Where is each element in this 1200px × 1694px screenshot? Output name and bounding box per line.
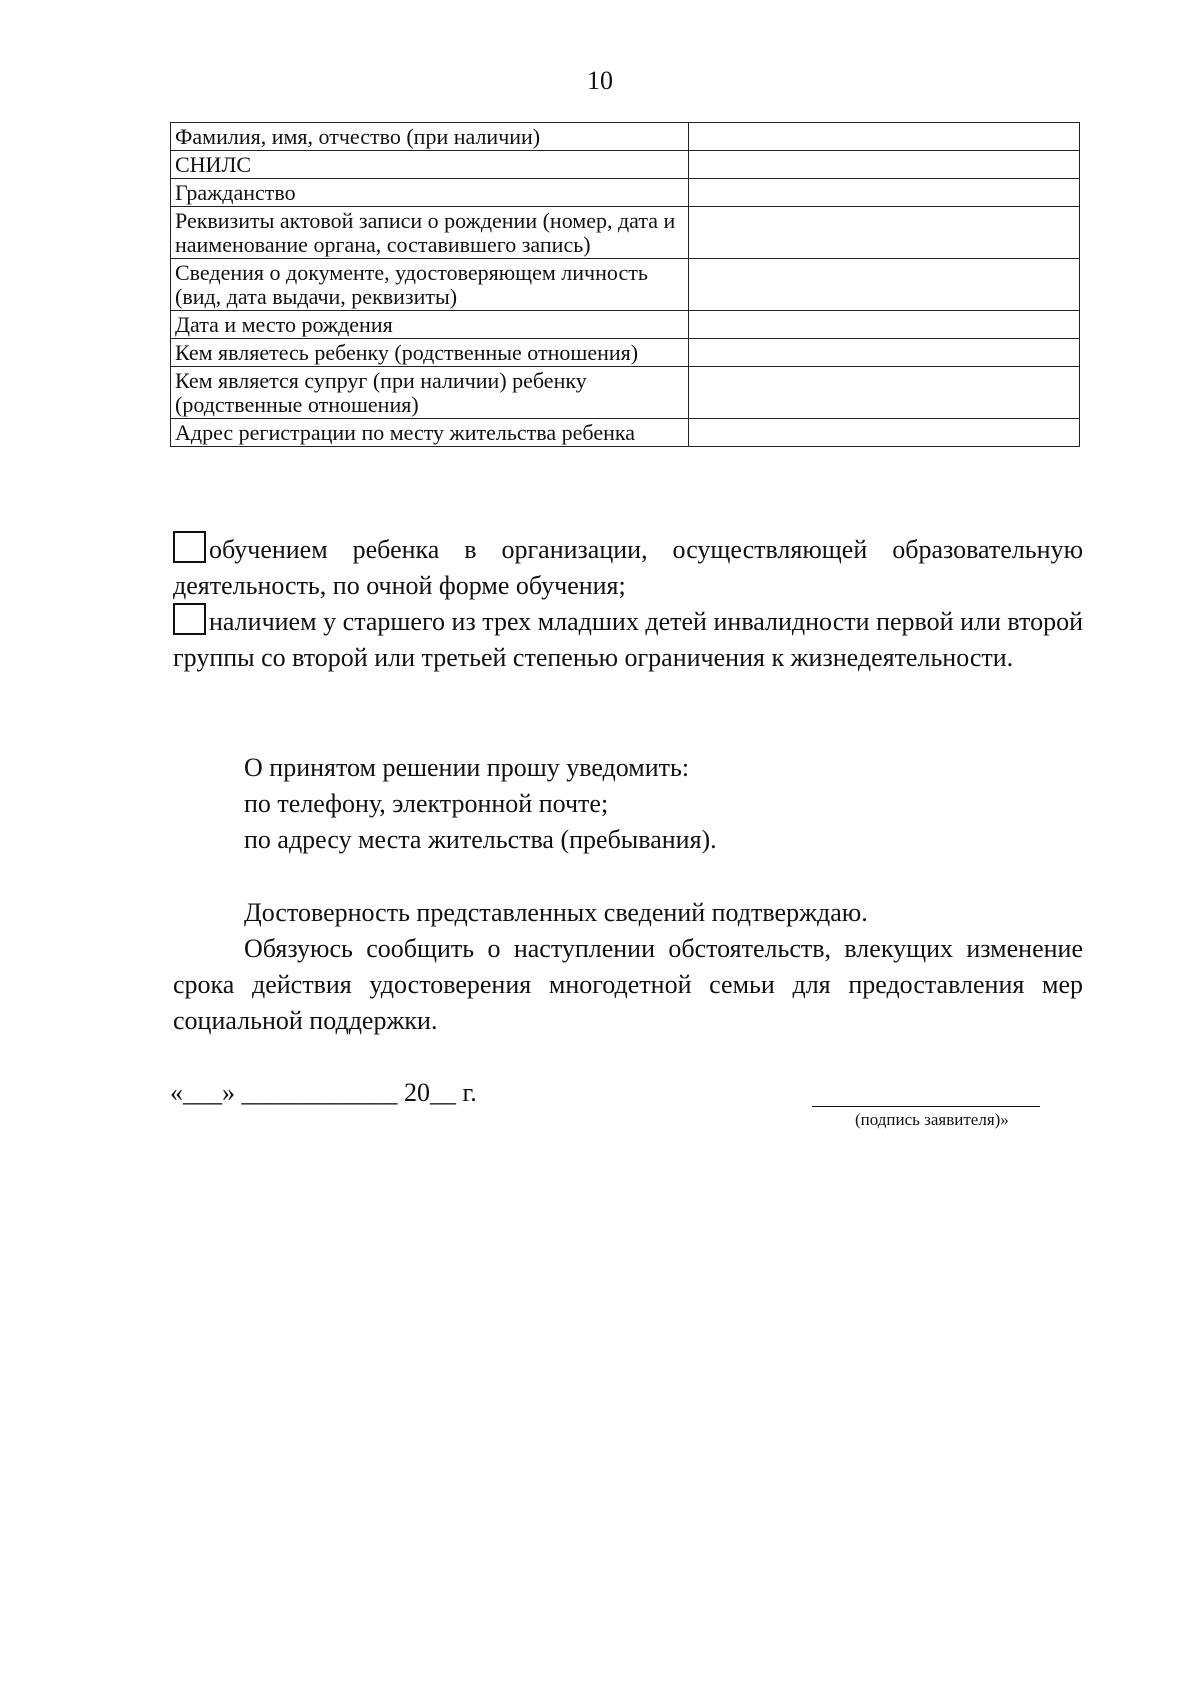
row-label: Дата и место рождения [171,311,689,339]
table-row [171,339,1080,367]
row-value-field[interactable] [688,123,1079,151]
row-value-field[interactable] [688,419,1079,447]
row-label: Сведения о документе, удостоверяющем личность (вид, дата выдачи, реквизиты) [171,259,689,311]
applicant-info-table [170,122,1080,447]
table-row [171,179,1080,207]
row-label: Гражданство [171,179,689,207]
option-education [173,531,1083,604]
table-row [171,151,1080,179]
table-row [171,311,1080,339]
signature-line[interactable] [812,1106,1040,1107]
table-row [171,259,1080,311]
notify-by-address: по адресу места жительства (пребывания). [244,825,717,854]
option-education-text: обучением ребенка в организации, осуществляющей образовательную деятельность, по очной форме обучения; [173,535,1083,600]
row-label: Адрес регистрации по месту жительства ребенка [171,419,689,447]
education-checkbox[interactable] [173,531,206,563]
row-value-field[interactable] [688,367,1079,419]
row-value-field[interactable] [688,259,1079,311]
page-number: 10 [587,66,613,95]
table-row [171,123,1080,151]
row-value-field[interactable] [688,207,1079,259]
option-disability-text: наличием у старшего из трех младших детей инвалидности первой или второй группы со второй или третьей степенью ограничения к жизнедеятельности. [173,607,1083,672]
signature-caption: (подпись заявителя)» [855,1110,1009,1129]
row-label: Кем являетесь ребенку (родственные отношения) [171,339,689,367]
row-value-field[interactable] [688,151,1079,179]
row-label: СНИЛС [171,151,689,179]
notify-heading: О принятом решении прошу уведомить: [244,753,690,782]
confirm-reliability: Достоверность представленных сведений подтверждаю. [244,898,868,927]
date-line: «___» ____________ 20__ г. [170,1078,477,1107]
confirm-obligation: Обязуюсь сообщить о наступлении обстоятельств, влекущих изменение срока действия удостоверения многодетной семьи для предоставления мер социальной поддержки. [173,934,1083,1035]
option-disability [173,603,1083,676]
row-value-field[interactable] [688,179,1079,207]
disability-checkbox[interactable] [173,603,206,635]
notify-by-phone: по телефону, электронной почте; [244,789,609,818]
row-value-field[interactable] [688,311,1079,339]
table-row [171,207,1080,259]
row-label: Фамилия, имя, отчество (при наличии) [171,123,689,151]
row-label: Реквизиты актовой записи о рождении (номер, дата и наименование органа, составившего запись) [171,207,689,259]
row-label: Кем является супруг (при наличии) ребенку (родственные отношения) [171,367,689,419]
table-row [171,367,1080,419]
table-row [171,419,1080,447]
row-value-field[interactable] [688,339,1079,367]
